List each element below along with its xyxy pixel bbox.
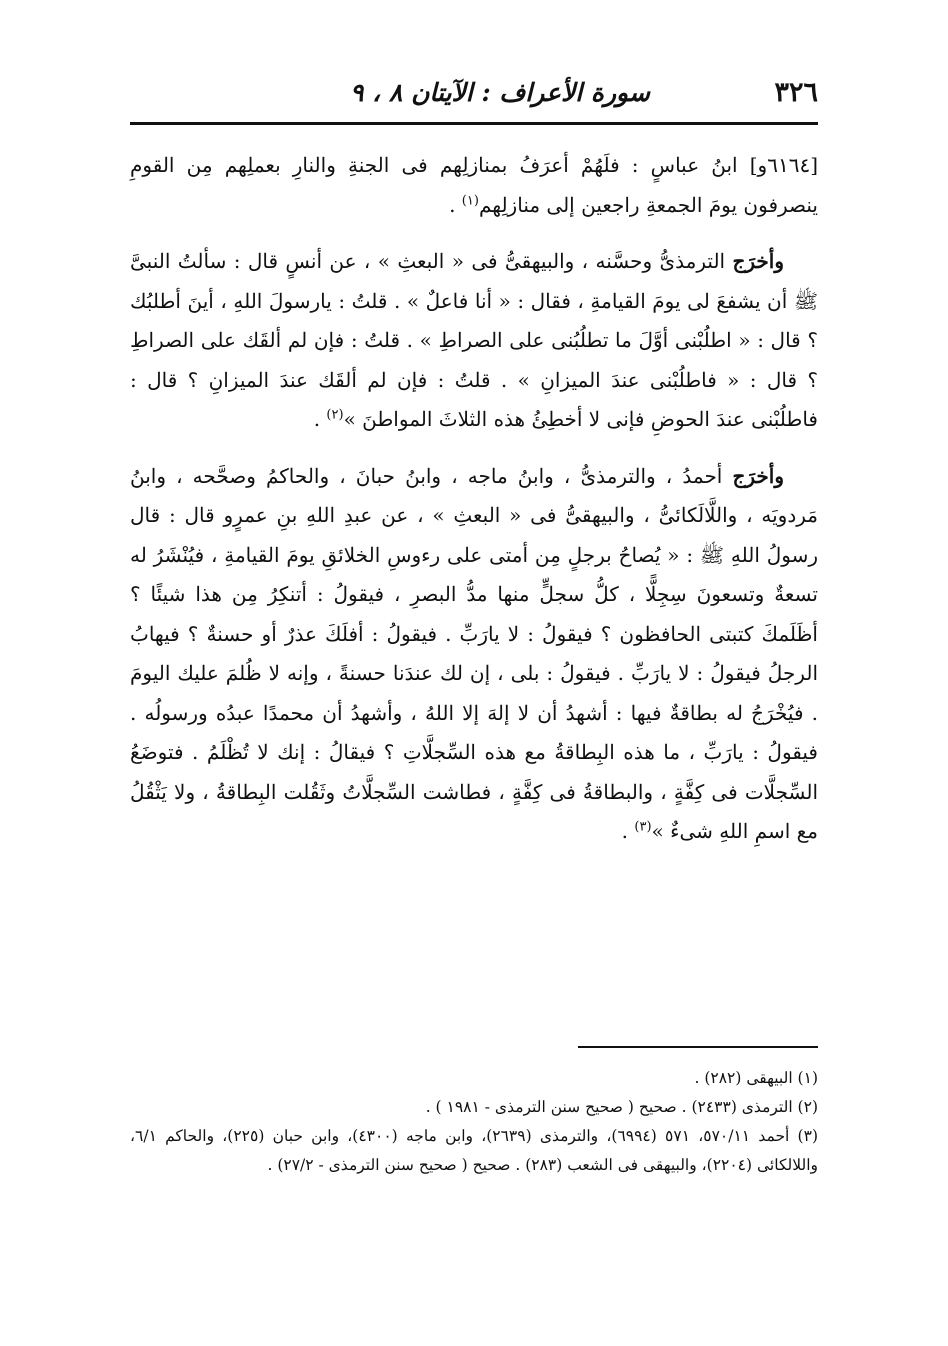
footnote-ref: (١) bbox=[461, 192, 479, 208]
paragraph-lead-word: وأخرَج bbox=[732, 249, 784, 273]
footnote-ref: (٢) bbox=[326, 407, 344, 423]
page-number: ٣٢٦ bbox=[774, 76, 818, 108]
footnote-2: (٢) الترمذى (٢٤٣٣) . صحيح ( صحيح سنن الترمذى - ١٩٨١ ) . bbox=[425, 1098, 818, 1116]
footnote-3: (٣) أحمد ٥٧٠/١١، ٥٧١ (٦٩٩٤)، والترمذى (٢٦٣٩)، وابن ماجه (٤٣٠٠)، وابن حبان (٢٢٥)، والحاكم ٦/١، واللالكائى (٢٢٠٤)، والبيهقى فى الشعب (٢٨٣) . صحيح ( صحيح سنن الترمذى - ٢٧/٢) . bbox=[130, 1127, 818, 1174]
paragraph-end: . bbox=[621, 819, 635, 843]
paragraph-end: . bbox=[313, 407, 327, 431]
paragraph-end: . bbox=[449, 192, 462, 217]
page-header bbox=[130, 72, 818, 112]
paragraph-text: [٦١٦٤و] ابنُ عباسٍ : فلَهُمْ أعرَفُ بمنازلِهم فى الجنةِ والنارِ بعملِهم مِن القومِ ينصرفون يومَ الجمعةِ راجعين إلى منازلِهم bbox=[130, 153, 818, 217]
header-rule bbox=[130, 122, 818, 125]
footnote-ref: (٣) bbox=[634, 819, 652, 835]
running-title: سورة الأعراف : الآيتان ٨ ، ٩ bbox=[350, 77, 650, 107]
footnote-divider bbox=[578, 1046, 818, 1048]
paragraph-anas-hadith bbox=[130, 242, 818, 440]
footnote-1: (١) البيهقى (٢٨٢) . bbox=[694, 1069, 818, 1087]
paragraph-ibn-abbas bbox=[130, 146, 818, 225]
paragraph-text: الترمذىُّ وحسَّنه ، والبيهقىُّ فى « البعثِ » ، عن أنسٍ قال : سألتُ النبىَّ ﷺ أن يشفعَ لى يومَ القيامةِ ، فقال : « أنا فاعلٌ » . قلتُ : يارسولَ اللهِ ، أينَ أطلبُك ؟ قال : « اطلُبْنى أوَّلَ ما تطلُبُنى على الصراطِ » . قلتُ : فإن لم ألقَك على الصراطِ ؟ قال : « فاطلُبْنى عندَ الميزانِ » . قلتُ : فإن لم ألقَك عندَ الميزانِ ؟ قال : فاطلُبْنى عندَ الحوضِ فإنى لا أخطِئُ هذه الثلاثَ المواطنَ » bbox=[130, 249, 818, 431]
footnotes bbox=[130, 1064, 818, 1180]
paragraph-bitaqa-hadith bbox=[130, 457, 818, 852]
paragraph-text: أحمدُ ، والترمذىُّ ، وابنُ ماجه ، وابنُ حبانَ ، والحاكمُ وصحَّحه ، وابنُ مَردويَه ، واللَّالَكائىُّ ، والبيهقىُّ فى « البعثِ » ، عن عبدِ اللهِ بنِ عمرٍو قال : قال رسولُ اللهِ ﷺ : « يُصاحُ برجلٍ مِن أمتى على رءوسِ الخلائقِ يومَ القيامةِ ، فيُنْشَرُ له تسعةٌ وتسعونَ سِجِلًّا ، كلُّ سجلٍّ منها مدُّ البصرِ ، فيقولُ : أتنكِرُ مِن هذا شيئًا ؟ أظَلَمكَ كتبتى الحافظون ؟ فيقولُ : لا يارَبِّ . فيقولُ : أفلَكَ عذرٌ أو حسنةٌ ؟ فيهابُ الرجلُ فيقولُ : لا يارَبِّ . فيقولُ : بلى ، إن لك عندَنا حسنةً ، وإنه لا ظُلمَ عليك اليومَ . فيُخْرَجُ له بطاقةٌ فيها : أشهدُ أن لا إلهَ إلا اللهُ ، وأشهدُ أن محمدًا عبدُه ورسولُه . فيقولُ : يارَبِّ ، ما هذه البِطاقةُ مع هذه السِّجلَّاتِ ؟ فيقالُ : إنك لا تُظْلَمُ . فتوضَعُ السِّجلَّات فى كِفَّةٍ ، والبطاقةُ فى كِفَّةٍ ، فطاشت السِّجلَّاتُ وثَقُلت البِطاقةُ ، ولا يَثْقُلُ مع اسمِ اللهِ شىءٌ » bbox=[130, 463, 818, 843]
paragraph-lead-word: وأخرَج bbox=[732, 463, 785, 488]
body-text bbox=[130, 146, 818, 852]
